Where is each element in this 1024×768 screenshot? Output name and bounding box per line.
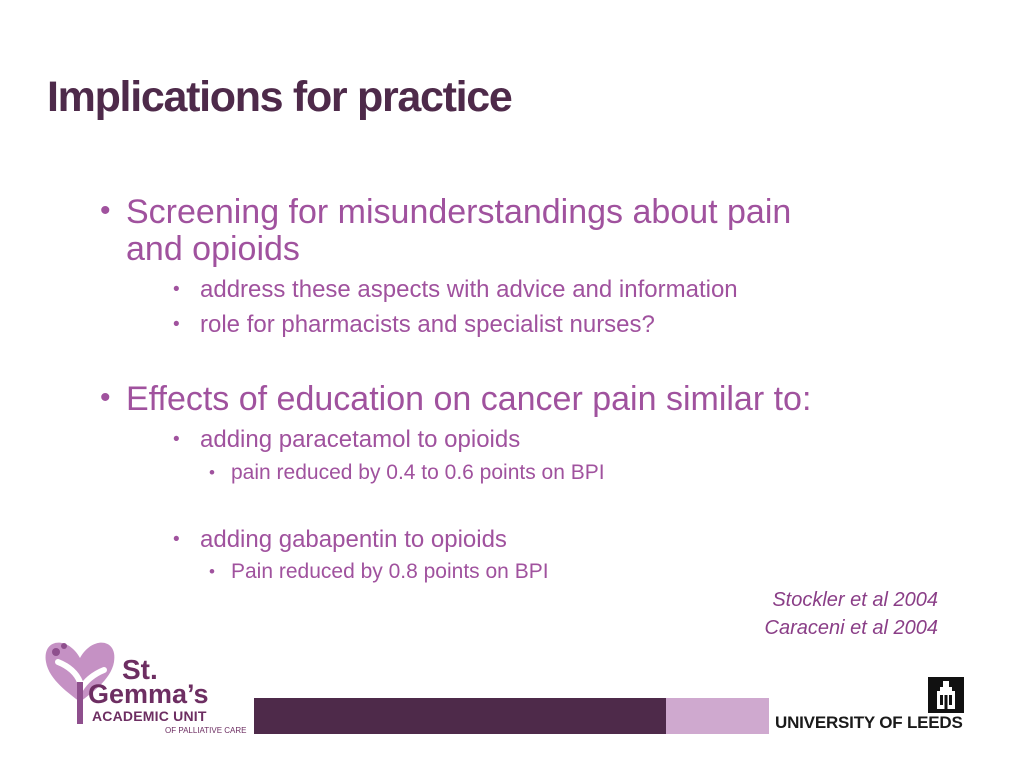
logo-text-gemmas: Gemma’s [88,679,209,709]
sub-sub-bullet-paracetamol-result [209,461,605,485]
sub-bullet-advice [173,276,738,304]
bullet-text: adding gabapentin to opioids [200,526,507,553]
sub-bullet-pharmacists [173,311,655,339]
logo-text-academic-unit: ACADEMIC UNIT [92,708,207,724]
bullet-text: adding paracetamol to opioids [200,426,521,453]
bullet-text: Screening for misunderstandings about pain [126,193,792,231]
bullet-text: pain reduced by 0.4 to 0.6 points on BPI [231,461,605,484]
bullet-text: and opioids [126,230,300,268]
bullet-dot: • [209,562,215,581]
university-of-leeds-wordmark: UNIVERSITY OF LEEDS [775,713,963,732]
footer-bar-dark [254,698,666,734]
logo-text-st: St. [122,654,158,685]
bullet-dot: • [100,194,111,227]
bullet-dot: • [173,529,180,550]
bullet-text: address these aspects with advice and information [200,276,738,303]
citation-stockler: Stockler et al 2004 [772,589,938,611]
st-gemmas-logo [40,628,255,740]
bullet-text: Pain reduced by 0.8 points on BPI [231,560,549,583]
bullet-text: role for pharmacists and specialist nurses? [200,311,655,338]
sub-sub-bullet-gabapentin-result [209,560,549,584]
logo-text-palliative-care: OF PALLIATIVE CARE [165,726,247,735]
bullet-dot: • [173,314,180,335]
bullet-dot: • [173,279,180,300]
bullet-dot: • [173,429,180,450]
slide-title: Implications for practice [47,73,512,121]
bullet-screening-continued [126,231,300,268]
bullet-screening [100,193,792,231]
bullet-text: Effects of education on cancer pain similar to: [126,380,812,418]
footer-bar-light [666,698,769,734]
leeds-building-icon [928,677,964,713]
sub-bullet-paracetamol [173,426,521,454]
sub-bullet-gabapentin [173,526,507,554]
citation-caraceni: Caraceni et al 2004 [764,617,938,639]
bullet-dot: • [100,381,111,414]
bullet-dot: • [209,463,215,482]
bullet-education-effects [100,380,812,418]
